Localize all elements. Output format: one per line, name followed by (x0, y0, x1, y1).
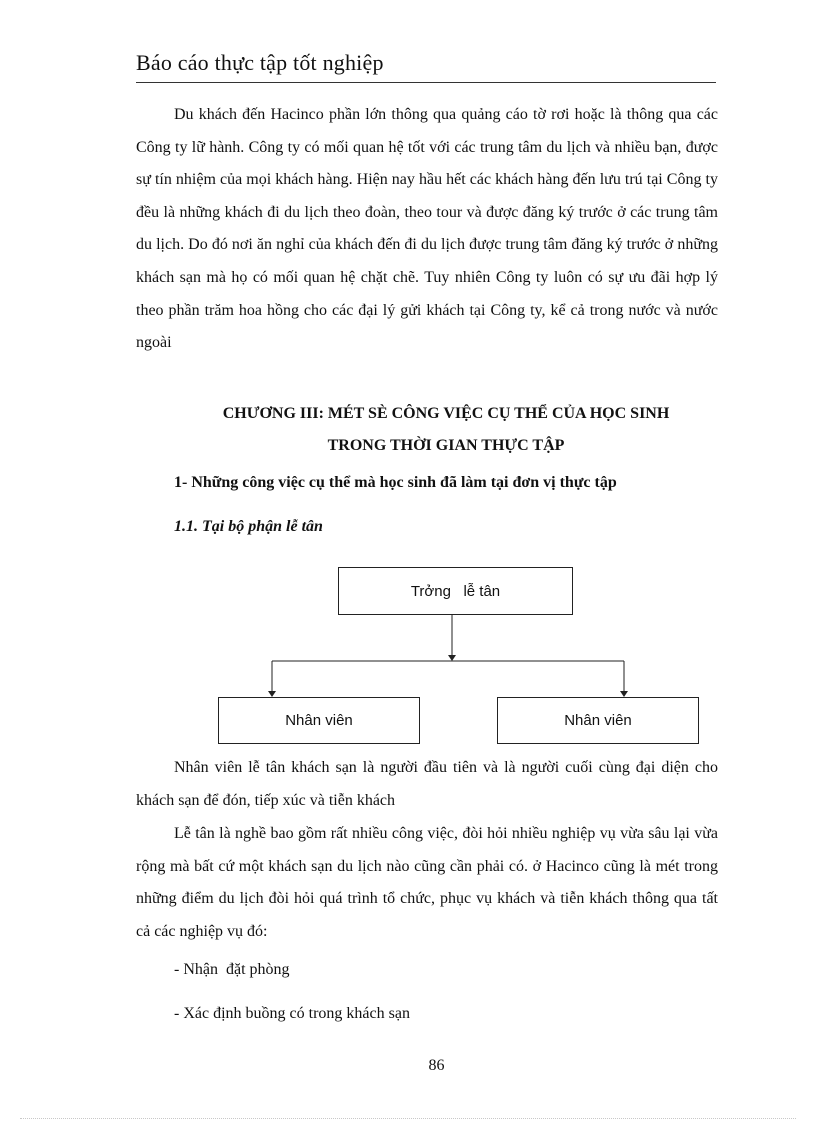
list-item: - Xác định buồng có trong khách sạn (174, 1005, 410, 1022)
paragraph-intro: Du khách đến Hacinco phần lớn thông qua quảng cáo tờ rơi hoặc là thông qua các Công ty lữ hành. Công ty có mối quan hệ tốt với các trung tâm du lịch và nhiều bạn, được sự tín nhiệm của mọi khách hàng. Hiện nay hầu hết các khách hàng đến lưu trú tại Công ty đều là những khách đi du lịch theo đoàn, theo tour và được đăng ký trước ở các trung tâm du lịch. Do đó nơi ăn nghỉ của khách đến đi du lịch được trung tâm đăng ký trước ở những khách sạn mà họ có mối quan hệ chặt chẽ. Tuy nhiên Công ty luôn có sự ưu đãi hợp lý theo phần trăm hoa hồng cho các đại lý gửi khách tại Công ty, kể cả trong nước và nước ngoài (136, 106, 718, 352)
page-header-title: Báo cáo thực tập tốt nghiệp (136, 50, 384, 75)
paragraph-receptionist-duties: Lễ tân là nghề bao gồm rất nhiều công việc, đòi hỏi nhiều nghiệp vụ vừa sâu lại vừa rộng mà bất cứ một khách sạn du lịch nào cũng cần phải có. ở Hacinco cũng là mét trong những điểm du lịch đòi hỏi quá trình tổ chức, phục vụ khách và tiễn khách thông qua tất cả các nghiệp vụ đó: (136, 825, 718, 940)
org-box-head-receptionist (338, 567, 573, 615)
org-box-staff-left-label: Nhân viên (285, 712, 353, 729)
chapter-heading-line2: TRONG THỜI GIAN THỰC TẬP (327, 437, 565, 454)
org-box-head-label: Trởng lễ tân (410, 582, 501, 600)
org-box-staff-left (218, 697, 420, 744)
chapter-heading-line1: CHƯƠNG III: MÉT SÈ CÔNG VIỆC CỤ THỂ CỦA HỌC SINH (222, 405, 670, 422)
org-box-staff-right-label: Nhân viên (564, 712, 632, 729)
org-box-staff-right (497, 697, 699, 744)
section-heading: 1- Những công việc cụ thể mà học sinh đã làm tại đơn vị thực tập (174, 474, 617, 491)
subsection-heading: 1.1. Tại bộ phận lễ tân (174, 518, 323, 535)
list-item: - Nhận đặt phòng (174, 961, 290, 978)
connector-arrow-main (448, 655, 456, 661)
paragraph-receptionist-role: Nhân viên lễ tân khách sạn là người đầu tiên và là người cuối cùng đại diện cho khách sạn để đón, tiếp xúc và tiễn khách (136, 759, 718, 809)
footer-dotted-line (20, 1118, 796, 1119)
page-number: 86 (428, 1057, 445, 1074)
